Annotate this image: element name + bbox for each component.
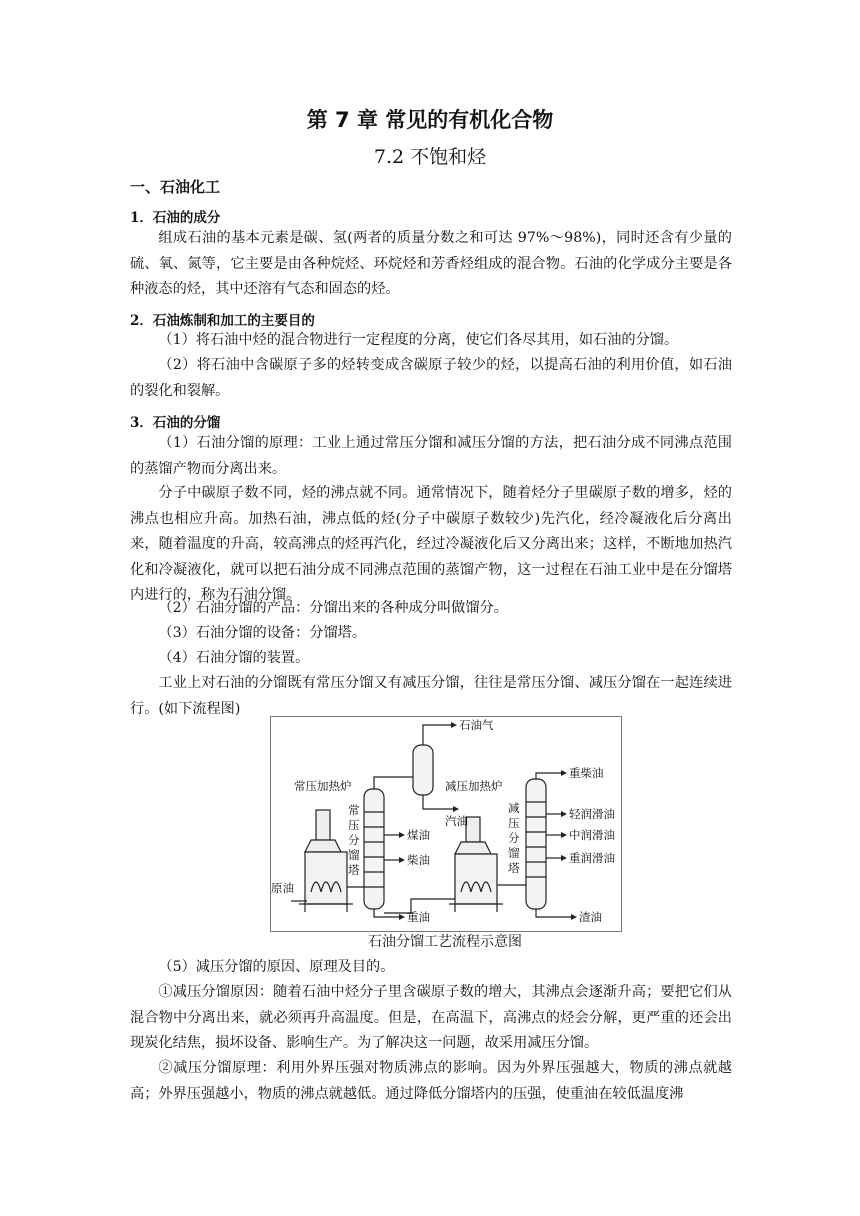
label-gasoline: 汽油 — [445, 814, 468, 828]
furnace1-body — [305, 852, 347, 904]
label-heavy-diesel: 重柴油 — [569, 766, 604, 780]
furnace2-chimney — [466, 817, 480, 842]
furnace1-chimney — [316, 810, 330, 840]
figure-caption: 石油分馏工艺流程示意图 — [368, 934, 522, 950]
label-furnace2: 减压加热炉 — [445, 779, 503, 793]
paragraph-principle: （1）石油分馏的原理：工业上通过常压分馏和减压分馏的方法，把石油分成不同沸点范围的蒸馏产物而分离出来。 — [130, 435, 732, 477]
label-crude-oil: 原油 — [271, 881, 294, 895]
label-heavy-lube: 重润滑油 — [569, 851, 615, 865]
section-subtitle: 7.2 不饱和烃 — [373, 146, 487, 168]
tower1 — [364, 789, 384, 909]
paragraph-composition: 组成石油的基本元素是碳、氢(两者的质量分数之和可达 97%～98%)，同时还含有少量的硫、氧、氮等，它主要是由各种烷烃、环烷烃和芳香烃组成的混合物。石油的化学成分主要是各种液态的烃，其中还溶有气态和固态的烃。 — [130, 230, 732, 297]
label-residue: 渣油 — [579, 910, 602, 924]
label-tower1-char5: 塔 — [348, 863, 360, 877]
heading-fractional-distillation: 3．石油的分馏 — [130, 415, 221, 431]
label-light-lube: 轻润滑油 — [569, 807, 615, 821]
paragraph-apparatus: （4）石油分馏的装置。 — [158, 650, 310, 666]
heading-petroleum-composition: 1．石油的成分 — [130, 210, 221, 226]
label-kerosene: 煤油 — [407, 828, 430, 842]
label-mid-lube: 中润滑油 — [569, 828, 615, 842]
paragraph-purpose-2: （2）将石油中含碳原子多的烃转变成含碳原子较少的烃，以提高石油的利用价值，如石油的裂化和裂解。 — [130, 357, 732, 399]
paragraph-vacuum-heading: （5）减压分馏的原因、原理及目的。 — [158, 959, 395, 975]
label-tower2-char1: 减 — [508, 801, 520, 815]
paragraph-products: （2）石油分馏的产品：分馏出来的各种成分叫做馏分。 — [158, 600, 508, 616]
label-tower2-char4: 馏 — [508, 846, 520, 860]
paragraph-vacuum-principle: ②减压分馏原理：利用外界压强对物质沸点的影响。因为外界压强越大，物质的沸点就越高；外界压强越小，物质的沸点就越低。通过降低分馏塔内的压强，使重油在较低温度沸 — [130, 1060, 732, 1102]
chapter-title: 第 7 章 常见的有机化合物 — [306, 108, 554, 132]
heading-refining-purpose: 2．石油炼制和加工的主要目的 — [130, 313, 315, 329]
label-tower1-char4: 馏 — [348, 848, 360, 862]
furnace2-body — [455, 854, 497, 904]
paragraph-boiling-point: 分子中碳原子数不同，烃的沸点就不同。通常情况下，随着烃分子里碳原子数的增多，烃的沸点也相应升高。加热石油，沸点低的烃(分子中碳原子数较少)先汽化，经冷凝液化后分离出来，随着温度的升高，较高沸点的烃再汽化，经过冷凝液化后又分离出来；这样，不断地加热汽化和冷凝液化，就可以把石油分成不同沸点范围的蒸馏产物，这一过程在石油工业中是在分馏塔内进行的，称为石油分馏。 — [130, 485, 732, 603]
label-furnace1: 常压加热炉 — [294, 779, 352, 793]
label-tower2-char5: 塔 — [508, 861, 520, 875]
heading-petroleum-chemical: 一、石油化工 — [130, 178, 221, 196]
condenser — [413, 745, 433, 795]
label-heavy-oil: 重油 — [407, 910, 430, 924]
distillation-flow-diagram — [270, 716, 622, 932]
paragraph-purpose-1: （1）将石油中烃的混合物进行一定程度的分离，使它们各尽其用，如石油的分馏。 — [158, 332, 679, 348]
label-tower1-char2: 压 — [348, 818, 360, 832]
paragraph-continuous: 工业上对石油的分馏既有常压分馏又有减压分馏，往往是常压分馏、减压分馏在一起连续进行。(如下流程图) — [130, 675, 732, 717]
paragraph-vacuum-reason: ①减压分馏原因：随着石油中烃分子里含碳原子数的增大，其沸点会逐渐升高；要把它们从混合物中分离出来，就必须再升高温度。但是，在高温下，高沸点的烃会分解，更严重的还会出现炭化结焦，损坏设备、影响生产。为了解决这一问题，故采用减压分馏。 — [130, 984, 732, 1051]
label-diesel: 柴油 — [407, 853, 430, 867]
label-tower1-char1: 常 — [348, 803, 360, 817]
label-tower1-char3: 分 — [348, 833, 360, 847]
label-tower2-char2: 压 — [508, 816, 520, 830]
label-tower2-char3: 分 — [508, 831, 520, 845]
paragraph-equipment: （3）石油分馏的设备：分馏塔。 — [158, 625, 367, 641]
tower2 — [526, 779, 546, 909]
label-petroleum-gas: 石油气 — [459, 718, 494, 732]
